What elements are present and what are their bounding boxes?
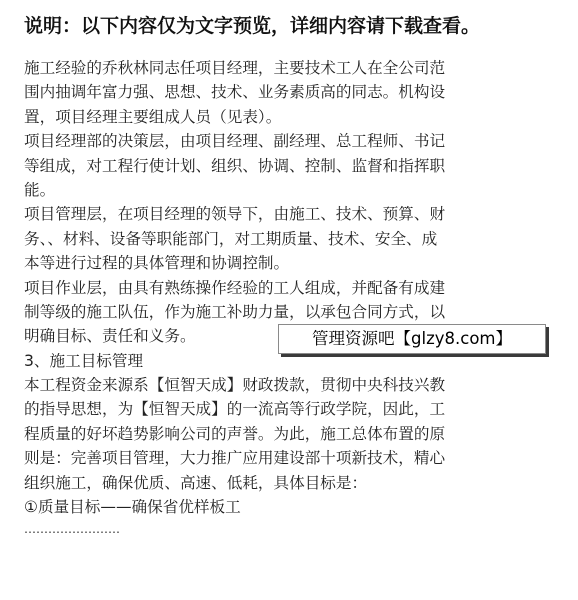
text-line: 组织施工，确保优质、高速、低耗，具体目标是： (24, 473, 368, 492)
text-line: 务、、材料、设备等职能部门，对工期质量、技术、安全、成 (24, 229, 438, 248)
paragraph-management-layer (24, 202, 554, 275)
text-line: 等组成，对工程行使计划、组织、协调、控制、监督和指挥职 (24, 156, 446, 175)
text-line: 则是：完善项目管理，大力推广应用建设部十项新技术，精心 (24, 449, 446, 468)
text-line: 项目作业层，由具有熟练操作经验的工人组成，并配备有成建 (24, 278, 446, 297)
document-body (24, 56, 554, 539)
preview-notice: 说明：以下内容仅为文字预览，详细内容请下载查看。 (24, 15, 481, 37)
text-line: 围内抽调年富力强、思想、技术、业务素质高的同志。机构设 (24, 83, 446, 102)
text-line: 程质量的好坏趋势影响公司的声誉。为此，施工总体布置的原 (24, 424, 446, 443)
text-line: 置，项目经理主要组成人员（见表）。 (24, 107, 282, 126)
text-line: ①质量目标——确保省优样板工 (24, 498, 241, 517)
text-line: 明确目标、责任和义务。 (24, 327, 196, 346)
text-line: 项目经理部的决策层，由项目经理、副经理、总工程师、书记 (24, 132, 446, 151)
text-line: 的指导思想，为【恒智天成】的一流高等行政学院，因此，工 (24, 400, 446, 419)
text-line: 本等进行过程的具体管理和协调控制。 (24, 254, 290, 273)
text-line: 制等级的施工队伍，作为施工补助力量，以承包合同方式，以 (24, 302, 446, 321)
text-line: 本工程资金来源系【恒智天成】财政拨款，贯彻中央科技兴教 (24, 376, 446, 395)
text-line: 项目管理层，在项目经理的领导下，由施工、技术、预算、财 (24, 205, 446, 224)
text-line: 施工经验的乔秋林同志任项目经理，主要技术工人在全公司范 (24, 59, 446, 77)
paragraph-funding (24, 373, 554, 495)
section-heading-text: 3、施工目标管理 (24, 351, 144, 370)
paragraph-quality-goal (24, 495, 554, 519)
paragraph-decision-layer (24, 129, 554, 202)
truncation-ellipsis: …………………… (24, 522, 120, 537)
text-line: 能。 (24, 180, 56, 199)
paragraph-manager (24, 56, 554, 129)
watermark-banner: 管理资源吧【glzy8.com】 (278, 324, 546, 354)
